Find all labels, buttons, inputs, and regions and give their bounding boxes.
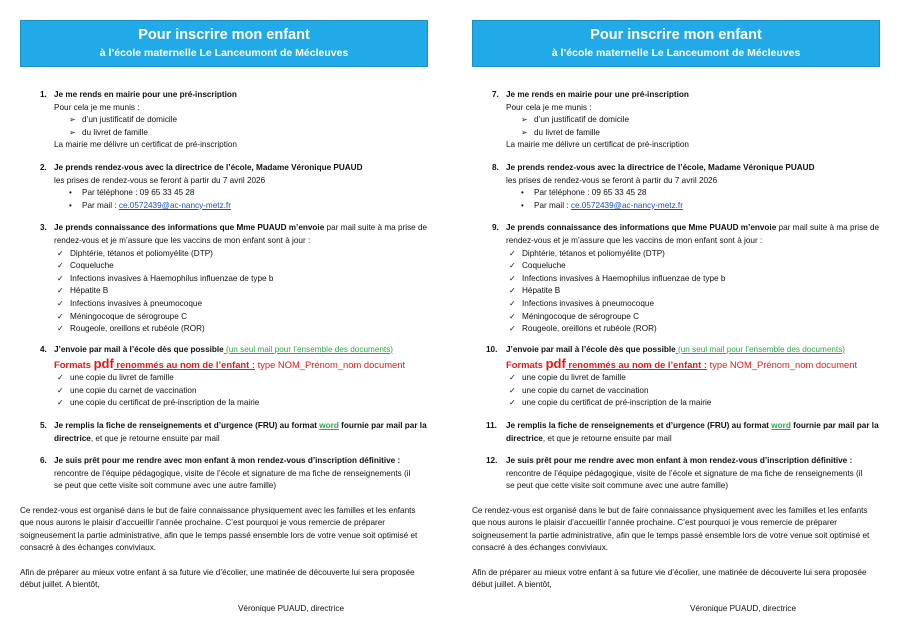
step-title: Je suis prêt pour me rendre avec mon enfant à mon rendez-vous d’inscription définitive : — [506, 456, 853, 466]
step-title: Je remplis la fiche de renseignements et d’urgence (FRU) au format — [54, 421, 320, 431]
step-number: 4. — [40, 344, 47, 354]
step-text: rencontre de l’équipe pédagogique, visite de l’école et signature de ma fiche de renseignements (il — [506, 468, 863, 478]
list-item: ✓ Méningocoque de sérogroupe C — [506, 311, 880, 324]
check-icon: ✓ — [509, 311, 516, 321]
step-text: La mairie me délivre un certificat de pré-inscription — [54, 140, 237, 150]
check-icon: ✓ — [509, 298, 516, 308]
list-item: ✓ une copie du livret de famille — [54, 372, 428, 385]
flyer-left — [20, 20, 428, 615]
step-text: les prises de rendez-vous se feront à partir du 7 avril 2026 — [54, 175, 266, 185]
dot-bullet-icon: • — [69, 200, 72, 210]
step-number: 11. — [486, 421, 497, 431]
check-icon: ✓ — [57, 398, 64, 408]
step-note: (un seul mail pour l’ensemble des documents) — [675, 344, 846, 354]
list-item: ✓ Hépatite B — [506, 285, 880, 298]
header-title: Pour inscrire mon enfant — [138, 27, 310, 43]
list-item: ✓ une copie du carnet de vaccination — [54, 385, 428, 398]
dot-bullet-icon: • — [521, 188, 524, 198]
closing-text — [20, 505, 428, 615]
step-number: 5. — [40, 421, 47, 431]
arrow-bullet-icon: ➢ — [69, 115, 76, 125]
list-item: • Par téléphone : 09 65 33 45 28 — [506, 187, 880, 200]
list-item: ✓ Diphtérie, tétanos et poliomyélite (DTP) — [54, 248, 428, 261]
list-item: ✓ Méningocoque de sérogroupe C — [54, 311, 428, 324]
formats-line: Formats pdf renommés au nom de l’enfant : type NOM_Prénom_nom document — [506, 356, 858, 372]
check-icon: ✓ — [57, 298, 64, 308]
step-text: les prises de rendez-vous se feront à partir du 7 avril 2026 — [506, 175, 718, 185]
check-icon: ✓ — [509, 324, 516, 334]
list-item: ✓ Infections invasives à Haemophilus influenzae de type b — [54, 273, 428, 286]
step-note: (un seul mail pour l’ensemble des documents) — [223, 344, 394, 354]
closing-text — [472, 505, 880, 615]
check-icon: ✓ — [57, 261, 64, 271]
list-item: ✓ Coqueluche — [54, 260, 428, 273]
step-title: Je me rends en mairie pour une pré-inscription — [54, 90, 237, 99]
step-title: J’envoie par mail à l’école dès que possible — [54, 344, 224, 354]
list-item: ✓ une copie du carnet de vaccination — [506, 385, 880, 398]
arrow-bullet-icon: ➢ — [521, 115, 528, 125]
check-icon: ✓ — [509, 248, 516, 258]
check-icon: ✓ — [509, 373, 516, 383]
closing-paragraph: Ce rendez-vous est organisé dans le but de faire connaissance physiquement avec les familles et les enfants que nous aurons le plaisir d’accueillir l’année prochaine. C’est pourquoi je vous remercie de préparer soigneusement la partie administrative, afin que le temps passé ensemble lors de votre venue soit optimisé et consacré à des échanges conviviaux. — [20, 506, 418, 553]
step-number: 12. — [486, 456, 498, 466]
list-item: ✓ Hépatite B — [54, 285, 428, 298]
flyer-right — [472, 20, 880, 615]
list-item: ➢ d’un justificatif de domicile — [54, 114, 428, 127]
step-title: Je prends rendez-vous avec la directrice de l’école, Madame Véronique PUAUD — [506, 162, 815, 172]
step-2 — [20, 162, 428, 212]
list-item: • Par mail : ce.0572439@ac-nancy-metz.fr — [506, 200, 880, 213]
check-icon: ✓ — [57, 248, 64, 258]
step-6 — [20, 455, 428, 493]
closing-paragraph: Ce rendez-vous est organisé dans le but de faire connaissance physiquement avec les familles et les enfants que nous aurons le plaisir d’accueillir l’année prochaine. C’est pourquoi je vous remercie de préparer soigneusement la partie administrative, afin que le temps passé ensemble lors de votre venue soit optimisé et consacré à des échanges conviviaux. — [472, 506, 870, 553]
list-item: ✓ Infections invasives à Haemophilus influenzae de type b — [506, 273, 880, 286]
step-title: Je suis prêt pour me rendre avec mon enfant à mon rendez-vous d’inscription définitive : — [54, 456, 401, 466]
check-icon: ✓ — [509, 398, 516, 408]
step-text: rencontre de l’équipe pédagogique, visite de l’école et signature de ma fiche de renseignements (il — [54, 468, 411, 478]
list-item: ✓ Rougeole, oreillons et rubéole (ROR) — [54, 323, 428, 336]
step-11: 11. Je remplis la fiche de renseignements et d’urgence (FRU) au format word fournie par mail par la directrice, et que je retourne ensuite par mail — [486, 421, 879, 443]
step-8 — [472, 162, 880, 212]
list-item: • Par téléphone : 09 65 33 45 28 — [54, 187, 428, 200]
step-text: rendez-vous et je m’assure que les vaccins de mon enfant sont à jour : — [54, 235, 311, 245]
steps-list — [472, 89, 880, 493]
check-icon: ✓ — [509, 385, 516, 395]
check-icon: ✓ — [57, 273, 64, 283]
step-3: 3. Je prends connaissance des informations que Mme PUAUD m’envoie par mail suite à ma prise de rendez-vous et je m’assure que les vaccins de mon enfant sont à jour : ✓ Diphtérie, tétanos et poliomyélite (DTP) ✓ Coqueluche ✓ Infections invasives à Haemophilus influenzae de type b ✓ Hépatite B ✓ Infections invasives à pneumocoque ✓ Méningocoque de sérogroupe C ✓ Rougeole, oreillons et rubéole (ROR) — [20, 222, 428, 335]
step-text: se peut que cette visite soit commune avec une autre famille) — [506, 481, 729, 491]
step-text: rendez-vous et je m’assure que les vaccins de mon enfant sont à jour : — [506, 235, 763, 245]
step-number: 10. — [486, 344, 498, 354]
step-12 — [472, 455, 880, 493]
step-title: Je prends rendez-vous avec la directrice de l’école, Madame Véronique PUAUD — [54, 162, 363, 172]
header-banner — [20, 20, 428, 67]
header-title: Pour inscrire mon enfant — [590, 27, 762, 43]
step-5: 5. Je remplis la fiche de renseignements et d’urgence (FRU) au format word fournie par mail par la directrice, et que je retourne ensuite par mail — [40, 421, 427, 443]
check-icon: ✓ — [57, 324, 64, 334]
step-number: 7. — [492, 90, 499, 99]
step-text: Pour cela je me munis : — [54, 102, 140, 112]
step-title: Je prends connaissance des informations que Mme PUAUD m’envoie — [54, 223, 325, 233]
check-icon: ✓ — [57, 373, 64, 383]
step-10 — [472, 344, 880, 410]
list-item: ✓ Infections invasives à pneumocoque — [506, 298, 880, 311]
list-item: ✓ Coqueluche — [506, 260, 880, 273]
formats-line: Formats pdf renommés au nom de l’enfant : type NOM_Prénom_nom document — [54, 356, 406, 372]
arrow-bullet-icon: ➢ — [521, 127, 528, 137]
check-icon: ✓ — [509, 273, 516, 283]
list-item: ➢ du livret de famille — [54, 127, 428, 140]
dot-bullet-icon: • — [521, 200, 524, 210]
step-1 — [20, 89, 428, 152]
step-number: 3. — [40, 223, 47, 233]
email-link[interactable]: ce.0572439@ac-nancy-metz.fr — [118, 200, 231, 210]
header-subtitle: à l’école maternelle Le Lanceumont de Mécleuves — [99, 47, 349, 59]
closing-paragraph: Afin de préparer au mieux votre enfant à sa future vie d’écolier, une matinée de découverte lui sera proposée début juillet. A bientôt, — [20, 567, 415, 590]
step-number: 1. — [40, 90, 47, 99]
list-item: ✓ Rougeole, oreillons et rubéole (ROR) — [506, 323, 880, 336]
list-item: ✓ une copie du certificat de pré-inscription de la mairie — [506, 397, 880, 410]
list-item: ✓ Diphtérie, tétanos et poliomyélite (DTP) — [506, 248, 880, 261]
email-link[interactable]: ce.0572439@ac-nancy-metz.fr — [570, 200, 683, 210]
signature: Véronique PUAUD, directrice — [689, 604, 796, 614]
step-7 — [472, 89, 880, 152]
list-item: ✓ une copie du livret de famille — [506, 372, 880, 385]
step-number: 6. — [40, 456, 47, 466]
signature: Véronique PUAUD, directrice — [237, 604, 344, 614]
step-number: 2. — [40, 162, 47, 172]
closing-paragraph: Afin de préparer au mieux votre enfant à sa future vie d’écolier, une matinée de découverte lui sera proposée début juillet. A bientôt, — [472, 567, 867, 590]
check-icon: ✓ — [57, 311, 64, 321]
step-4 — [20, 344, 428, 410]
step-title: Je remplis la fiche de renseignements et d’urgence (FRU) au format — [506, 421, 772, 431]
header-subtitle: à l’école maternelle Le Lanceumont de Mécleuves — [551, 47, 801, 59]
dot-bullet-icon: • — [69, 188, 72, 198]
check-icon: ✓ — [509, 286, 516, 296]
list-item: • Par mail : ce.0572439@ac-nancy-metz.fr — [54, 200, 428, 213]
step-text: La mairie me délivre un certificat de pré-inscription — [506, 140, 689, 150]
list-item: ✓ Infections invasives à pneumocoque — [54, 298, 428, 311]
steps-list — [20, 89, 428, 493]
list-item: ✓ une copie du certificat de pré-inscription de la mairie — [54, 397, 428, 410]
step-title: Je me rends en mairie pour une pré-inscription — [506, 90, 689, 99]
check-icon: ✓ — [57, 286, 64, 296]
list-item: ➢ d’un justificatif de domicile — [506, 114, 880, 127]
list-item: ➢ du livret de famille — [506, 127, 880, 140]
arrow-bullet-icon: ➢ — [69, 127, 76, 137]
step-number: 9. — [492, 223, 499, 233]
step-text: Pour cela je me munis : — [506, 102, 592, 112]
check-icon: ✓ — [57, 385, 64, 395]
step-9: 9. Je prends connaissance des informations que Mme PUAUD m’envoie par mail suite à ma prise de rendez-vous et je m’assure que les vaccins de mon enfant sont à jour : ✓ Diphtérie, tétanos et poliomyélite (DTP) ✓ Coqueluche ✓ Infections invasives à Haemophilus influenzae de type b ✓ Hépatite B ✓ Infections invasives à pneumocoque ✓ Méningocoque de sérogroupe C ✓ Rougeole, oreillons et rubéole (ROR) — [472, 222, 880, 335]
check-icon: ✓ — [509, 261, 516, 271]
step-title: J’envoie par mail à l’école dès que possible — [506, 344, 676, 354]
header-banner — [472, 20, 880, 67]
step-number: 8. — [492, 162, 499, 172]
step-title: Je prends connaissance des informations que Mme PUAUD m’envoie — [506, 223, 777, 233]
step-text: se peut que cette visite soit commune avec une autre famille) — [54, 481, 277, 491]
